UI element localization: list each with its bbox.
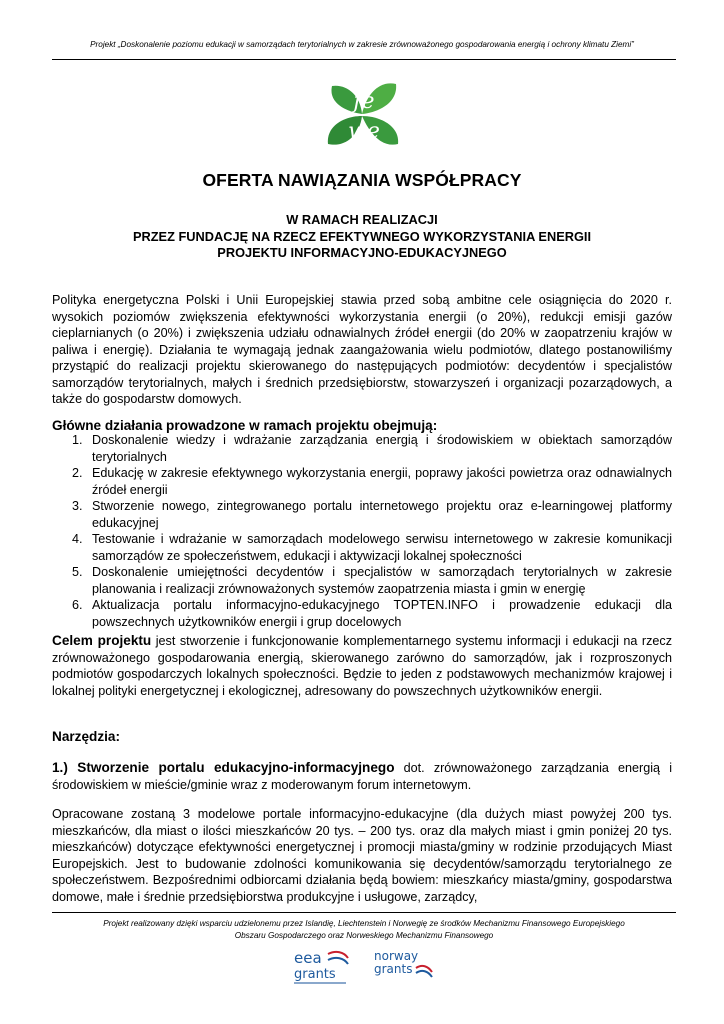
list-item-text: Doskonalenie umiejętności decydentów i specjalistów w samorządach terytorialnych w zakresie planowania i realizacji zrównoważonych systemów zaopatrzenia miasta i gmin w energię <box>92 565 672 596</box>
list-item-number: 3. <box>72 499 83 513</box>
eea-grants-logo <box>290 946 356 988</box>
goal-lead: Celem projektu <box>52 633 152 648</box>
activities-list <box>52 432 672 630</box>
logo-text-bottom: we <box>348 119 380 144</box>
list-item-number: 2. <box>72 466 83 480</box>
fewe-logo <box>318 78 406 152</box>
list-item-text: Doskonalenie wiedzy i wdrażanie zarządzania energią i środowiskiem w obiektach samorządów terytorialnych <box>92 433 672 464</box>
footer-line-1: Projekt realizowany dzięki wsparciu udzielonemu przez Islandię, Liechtenstein i Norwegię ze środków Mechanizmu Finansowego Europejskiego <box>103 919 625 928</box>
page-title: OFERTA NAWIĄZANIA WSPÓŁPRACY <box>202 170 522 190</box>
list-item <box>52 432 672 465</box>
intro-paragraph: Polityka energetyczna Polski i Unii Europejskiej stawia przed sobą ambitne cele osiągnięcia do 2020 r. wysokich poziomów zwiększenia efektywności wykorzystania energii (o 20%), redukcji emisji gazów cieplarnianych (o 20%) i zwiększenia udziału odnawialnych źródeł energii (do 20% w zaopatrzeniu krajów w paliwa i energię). Działania te wymagają jednak zaangażowania wielu podmiotów, dlatego postanowiliśmy przystąpić do realizacji projektu skierowanego do następujących podmiotów: decydentów i specjalistów samorządów terytorialnych, małych i średnich przedsiębiorstw, stowarzyszeń i organizacji pozarządowych, a także do gospodarstw domowych. <box>52 293 672 406</box>
header-divider <box>52 59 676 60</box>
footer-divider <box>52 912 676 913</box>
tools-item-1 <box>52 760 672 793</box>
header-note: Projekt „Doskonalenie poziomu edukacji w samorządach terytorialnych w zakresie zrównoważonego gospodarowania energią i ochrony klimatu Ziemi” <box>90 40 634 49</box>
list-item <box>52 465 672 498</box>
tools-heading: Narzędzia: <box>52 729 120 744</box>
list-item-number: 6. <box>72 598 83 612</box>
list-item-text: Stworzenie nowego, zintegrowanego portalu internetowego projektu oraz e-learningowej platformy edukacyjnej <box>92 499 672 530</box>
eea-logo-text-bottom: grants <box>294 967 336 982</box>
eea-logo-caption <box>294 982 346 984</box>
tools-paragraph: Opracowane zostaną 3 modelowe portale informacyjno-edukacyjne (dla dużych miast powyżej 200 tys. mieszkańców, dla miast o ilości mieszkańców 20 tys. – 200 tys. oraz dla małych miast i gmin poniżej 20 tys. mieszkańców) dotyczące efektywności energetycznej i promocji miasta/gminy w rodzinie przodujących Miast Europejskich. Jest to budowanie zdolności komunikowania się decydentów/samorządu terytorialnego ze społeczeństwem. Bezpośrednimi odbiorcami działania będą bowiem: mieszkańcy miasta/gminy, gospodarstwa domowe, małe i średnie przedsiębiorstwa produkcyjne i usługowe, zarządcy, <box>52 807 672 904</box>
list-item-number: 4. <box>72 532 83 546</box>
subtitle-line-1: W RAMACH REALIZACJI <box>286 212 438 227</box>
footer-line-2: Obszaru Gospodarczego oraz Norweskiego Mechanizmu Finansowego <box>234 931 494 940</box>
eea-logo-swoosh-blue <box>328 958 348 964</box>
list-item-text: Testowanie i wdrażanie w samorządach modelowego serwisu internetowego w zakresie komunikacji samorządów ze społeczeństwem, edukacji i aktywizacji lokalnej społeczności <box>92 532 672 563</box>
list-item <box>52 531 672 564</box>
list-item <box>52 564 672 597</box>
list-item <box>52 498 672 531</box>
list-item-text: Aktualizacja portalu informacyjno-edukacyjnego TOPTEN.INFO i prowadzenie edukacji dla powszechnych użytkowników energii i grup docelowych <box>92 598 672 629</box>
tools-item-1-lead: 1.) Stworzenie portalu edukacyjno-informacyjnego <box>52 760 395 775</box>
list-item-number: 1. <box>72 433 83 447</box>
goal-paragraph <box>52 633 672 699</box>
goal-text: jest stworzenie i funkcjonowanie komplementarnego systemu informacji i edukacji na rzecz zrównoważonego gospodarowania energią, skierowanego zarówno do samorządów, jak i rozproszonych podmiotów gospodarczych lokalnych społeczności. Będzie to jeden z podstawowych mechanizmów krajowej i lokalnej polityki energetycznej i ekologicznej, adresowany do powszechnych użytkowników energii. <box>52 634 673 698</box>
activities-heading: Główne działania prowadzone w ramach projektu obejmują: <box>52 418 438 433</box>
eea-logo-text-top: eea <box>294 949 322 967</box>
norway-logo-swoosh-blue <box>416 971 432 977</box>
list-item-text: Edukację w zakresie efektywnego wykorzystania energii, poprawy jakości powietrza oraz odnawialnych źródeł energii <box>92 466 672 497</box>
list-item <box>52 597 672 630</box>
norway-grants-logo <box>372 946 436 980</box>
norway-logo-text-top: norway <box>374 949 419 963</box>
list-item-number: 5. <box>72 565 83 579</box>
subtitle-line-3: PROJEKTU INFORMACYJNO-EDUKACYJNEGO <box>217 245 507 260</box>
footer-note <box>52 918 676 942</box>
tools-item-1-text: dot. zrównoważonego zarządzania energią i środowiskiem w mieście/gminie wraz z moderowanym forum internetowym. <box>52 761 672 792</box>
logo-text-top: fe <box>353 89 375 114</box>
subtitle-line-2: PRZEZ FUNDACJĘ NA RZECZ EFEKTYWNEGO WYKORZYSTANIA ENERGII <box>132 228 592 244</box>
page-subtitle <box>0 212 724 262</box>
norway-logo-text-bottom: grants <box>374 962 413 976</box>
